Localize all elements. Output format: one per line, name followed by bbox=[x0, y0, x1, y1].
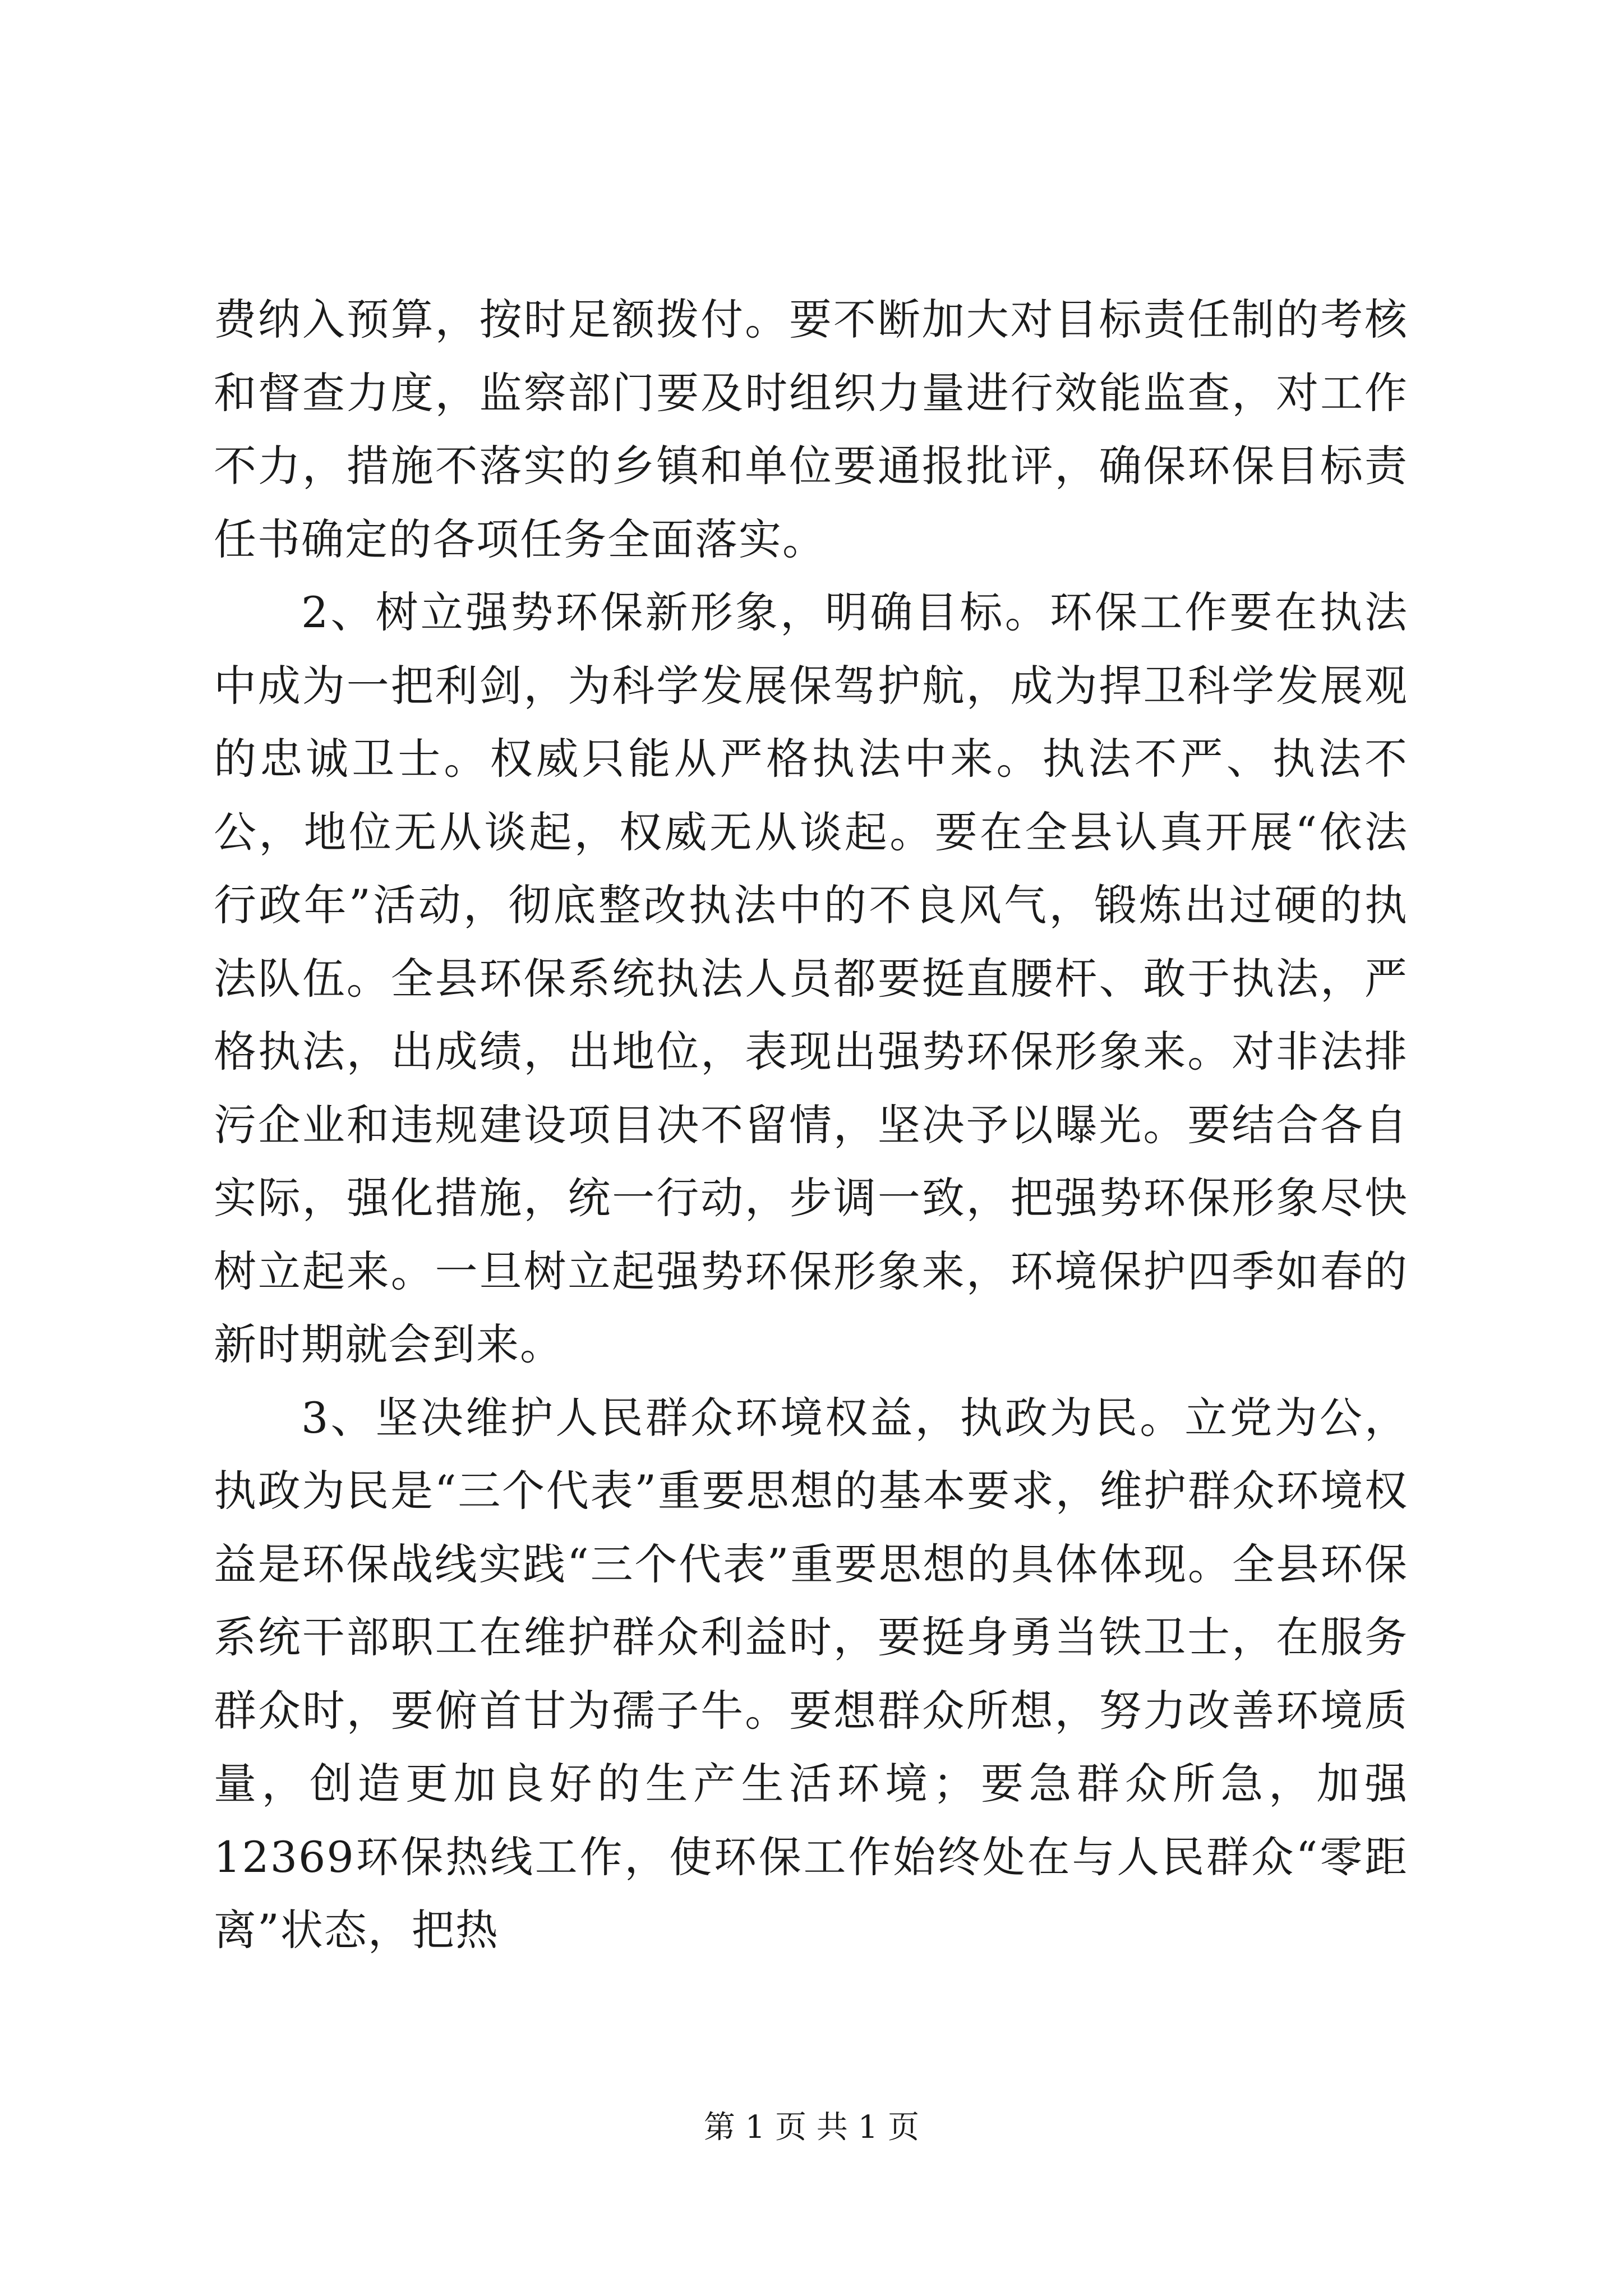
document-body bbox=[214, 283, 1408, 1967]
page-footer: 第 1 页 共 1 页 bbox=[703, 2109, 920, 2146]
paragraph-1: 费纳入预算，按时足额拨付。要不断加大对目标责任制的考核和督查力度，监察部门要及时组织力量进行效能监查，对工作不力，措施不落实的乡镇和单位要通报批评，确保环保目标责任书确定的各项任务全面落实。 bbox=[214, 295, 1408, 564]
paragraph-3: 3、坚决维护人民群众环境权益，执政为民。立党为公，执政为民是“三个代表”重要思想的基本要求，维护群众环境权益是环保战线实践“三个代表”重要思想的具体体现。全县环保系统干部职工在维护群众利益时，要挺身勇当铁卫士，在服务群众时，要俯首甘为孺子牛。要想群众所想，努力改善环境质量，创造更加良好的生产生活环境；要急群众所急，加强12369环保热线工作，使环保工作始终处在与人民群众“零距离”状态，把热 bbox=[214, 1392, 1408, 1955]
paragraph-2: 2、树立强势环保新形象，明确目标。环保工作要在执法中成为一把利剑，为科学发展保驾护航，成为捍卫科学发展观的忠诚卫士。权威只能从严格执法中来。执法不严、执法不公，地位无从谈起，权威无从谈起。要在全县认真开展“依法行政年”活动，彻底整改执法中的不良风气，锻炼出过硬的执法队伍。全县环保系统执法人员都要挺直腰杆、敢于执法，严格执法，出成绩，出地位，表现出强势环保形象来。对非法排污企业和违规建设项目决不留情，坚决予以曝光。要结合各自实际，强化措施，统一行动，步调一致，把强势环保形象尽快树立起来。一旦树立起强势环保形象来，环境保护四季如春的新时期就会到来。 bbox=[214, 587, 1408, 1369]
